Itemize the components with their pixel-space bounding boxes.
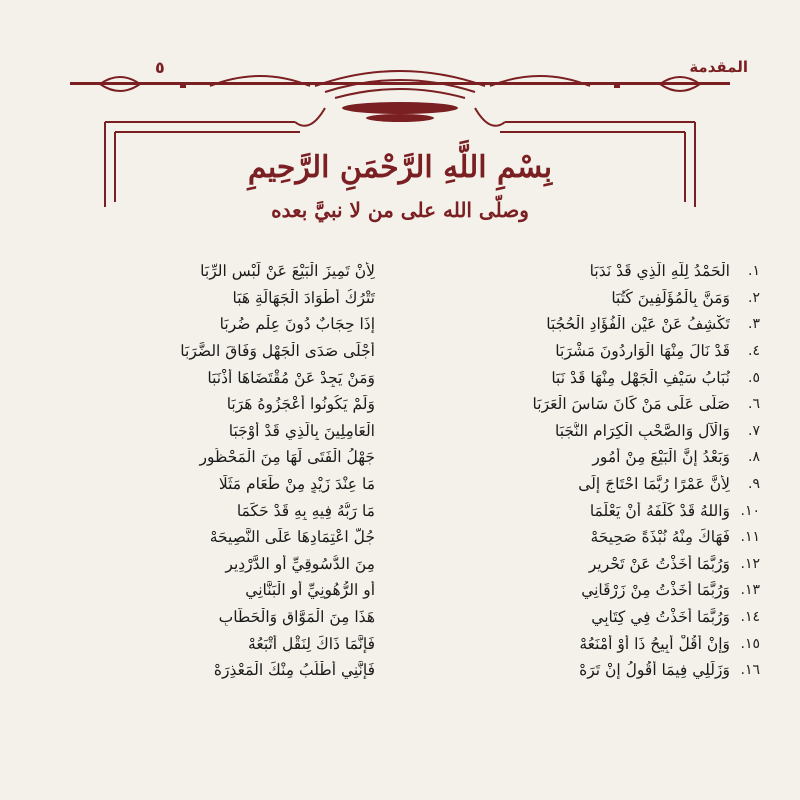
- verse-first-hemistich: قَدْ نَالَ مِنْهَا الْوَارِدُونَ مَشْرَبَا: [555, 342, 730, 361]
- verse-second-hemistich: جَهْلُ الْفَتَى لَهَا مِنَ الْمَحْظُورِ: [199, 448, 375, 467]
- verse-first-hemistich: وَرُبَّمَا أَخَذْتُ مِنْ زَرْقَانِي: [581, 581, 730, 600]
- verse-number: ١٤.: [740, 609, 760, 626]
- verse-row: [60, 338, 760, 365]
- verse-number: ١١.: [740, 529, 760, 546]
- basmala: بِسْمِ اللَّهِ الرَّحْمَنِ الرَّحِيمِ: [247, 150, 553, 185]
- verse-row: [60, 497, 760, 524]
- verse-first-hemistich: وَرُبَّمَا أَخَذْتُ عَنْ تَحْرِيرِ: [588, 554, 730, 573]
- verse-second-hemistich: فَإِنَّمَا ذَاكَ لِنَقْلٍ أَتْبَعُهْ: [248, 634, 375, 653]
- verse-second-hemistich: وَلَمْ يَكُونُوا أَعْجَزُوهُ هَرَبَا: [226, 395, 375, 414]
- verse-second-hemistich: تَتْرُكُ أَطْوَادَ الْجَهَالَةِ هَبَا: [232, 288, 375, 307]
- verse-row: [60, 364, 760, 391]
- verse-row: [60, 524, 760, 551]
- verse-row: [60, 285, 760, 312]
- verse-first-hemistich: وَبَعْدُ إِنَّ الْبَيْعَ مِنْ أُمُورِ: [592, 448, 730, 467]
- verse-first-hemistich: فَهَاكَ مِنْهُ نُبْذَةً صَحِيحَهْ: [590, 528, 730, 547]
- verse-row: [60, 391, 760, 418]
- verse-first-hemistich: وَمَنَّ بِالْمُؤَلِّفِينَ كُتُبَا: [611, 288, 730, 307]
- verse-first-hemistich: الْحَمْدُ لِلَّهِ الَّذِي قَدْ نَدَبَا: [589, 262, 730, 281]
- verse-second-hemistich: أَجْلَى صَدَى الْجَهْلِ وَفَاقَ الضَّرَبَا: [180, 342, 375, 361]
- verse-second-hemistich: جُلُّ اعْتِمَادِهَا عَلَى النَّصِيحَهْ: [209, 528, 375, 547]
- verse-number: ٢.: [748, 289, 760, 306]
- verse-row: [60, 630, 760, 657]
- verse-number: ١٦.: [740, 662, 760, 679]
- verse-row: [60, 604, 760, 631]
- verse-first-hemistich: تَكْشِفُ عَنْ عَيْنِ الْفُؤَادِ الْحُجُبَا: [546, 315, 730, 334]
- verse-second-hemistich: لِأَنْ تَمِيزَ الْبَيْعَ عَنْ لَبْسِ الرِّبَا: [200, 262, 375, 281]
- verse-row: [60, 258, 760, 285]
- verse-second-hemistich: فَإِنَّنِي أَطْلُبُ مِنْكَ الْمَعْذِرَهْ: [213, 661, 375, 680]
- verse-number: ٥.: [748, 369, 760, 386]
- verse-number: ٣.: [748, 316, 760, 333]
- verse-first-hemistich: وَإِنْ أَقُلْ أُبِيحُ ذَا أَوْ أَمْنَعُهْ: [579, 634, 730, 653]
- verse-first-hemistich: لِأَنَّ عَمْرًا رُبَّمَا احْتَاجَ إِلَى: [578, 475, 730, 494]
- verse-first-hemistich: نُبَابُ سَيْفِ الْجَهْلِ مِنْهَا قَدْ نَبَا: [551, 368, 730, 387]
- verse-first-hemistich: وَرُبَّمَا أَخَذْتُ فِي كِتَابِي: [591, 608, 730, 627]
- verse-row: [60, 471, 760, 498]
- verse-number: ١٥.: [740, 635, 760, 652]
- verse-number: ٨.: [748, 449, 760, 466]
- verse-row: [60, 311, 760, 338]
- verse-row: [60, 551, 760, 578]
- verse-row: [60, 577, 760, 604]
- verse-second-hemistich: هَذَا مِنَ الْمَوَّاقِ وَالْحَطَّابِ: [218, 608, 375, 627]
- verse-row: [60, 418, 760, 445]
- ornament-frame: [60, 62, 740, 212]
- verse-number: ١٣.: [740, 582, 760, 599]
- verse-number: ١٠.: [740, 502, 760, 519]
- verse-second-hemistich: مَا رَبُّهُ فِيهِ بِهِ قَدْ حَكَمَا: [236, 501, 375, 520]
- verse-first-hemistich: وَزَلَلِي فِيمَا أَقُولُ إِنْ تَرَهْ: [579, 661, 730, 680]
- verse-second-hemistich: مَا عِنْدَ زَيْدٍ مِنْ طَعَامٍ مَثَلًا: [218, 475, 375, 494]
- verse-row: [60, 657, 760, 684]
- verse-first-hemistich: وَالْآلِ وَالصَّحْبِ الْكِرَامِ النُّجَبَا: [554, 421, 730, 440]
- page-number: ٥: [155, 58, 165, 77]
- subtitle-dedication: وصلّى الله على من لا نبيَّ بعده: [271, 198, 529, 222]
- verse-row: [60, 444, 760, 471]
- verse-second-hemistich: إِذَا حِجَابٌ دُونَ عِلْمٍ ضُرِبَا: [219, 315, 375, 334]
- verse-first-hemistich: صَلَّى عَلَى مَنْ كَانَ سَاسَ الْعَرَبَا: [532, 395, 730, 414]
- verse-number: ٧.: [748, 422, 760, 439]
- verse-number: ١.: [748, 263, 760, 280]
- verse-number: ٩.: [748, 476, 760, 493]
- verse-number: ١٢.: [740, 555, 760, 572]
- verse-second-hemistich: مِنَ الدُّسُوقِيِّ أَوِ الدَّرْدِيرِ: [225, 554, 375, 573]
- verse-number: ٦.: [748, 396, 760, 413]
- verse-first-hemistich: وَاللهُ قَدْ كَلَّفَهُ أَنْ يَعْلَمَا: [589, 501, 730, 520]
- verse-second-hemistich: الْعَامِلِينَ بِالَّذِي قَدْ أَوْجَبَا: [228, 421, 375, 440]
- running-head: المقدمة: [689, 58, 748, 76]
- verse-second-hemistich: أَوِ الرُّهُونِيِّ أَوِ الْبَنَّانِي: [245, 581, 375, 600]
- verse-second-hemistich: وَمَنْ يَجِدْ عَنْ مُقْتَضَاهَا أَذْنَبَا: [207, 368, 375, 387]
- verse-list: [60, 258, 760, 684]
- verse-number: ٤.: [748, 343, 760, 360]
